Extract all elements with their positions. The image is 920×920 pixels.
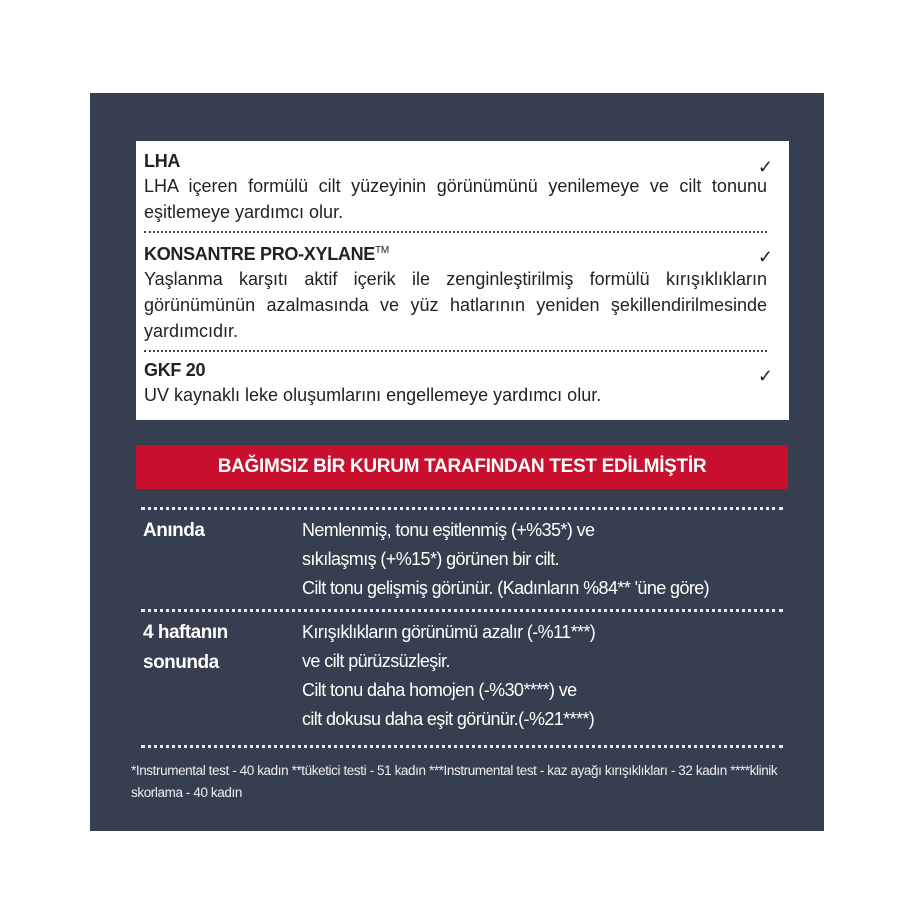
ingredient-description: Yaşlanma karşıtı aktif içerik ile zenginleştirilmiş formülü kırışıklıkların görünümünün azalmasında ve yüz hatlarının yeniden şekillendirilmesinde yardımcıdır. <box>144 269 767 341</box>
dotted-divider <box>144 350 767 352</box>
dotted-divider <box>144 231 767 233</box>
footnote: *Instrumental test - 40 kadın **tüketici testi - 51 kadın ***Instrumental test - kaz ayağı kırışıklıkları - 32 kadın ****klinik skorlama - 40 kadın <box>131 763 778 800</box>
ingredients-box <box>136 141 789 420</box>
ingredient-description: LHA içeren formülü cilt yüzeyinin görünümünü yenilemeye ve cilt tonunu eşitlemeye yardımcı olur. <box>144 176 767 222</box>
ingredient-pro-xylane <box>144 239 773 344</box>
ingredient-title: KONSANTRE PRO-XYLANE™ <box>144 244 389 264</box>
ingredient-gkf20 <box>144 358 773 408</box>
dotted-divider <box>141 507 783 510</box>
ingredient-description: UV kaynaklı leke oluşumlarını engellemeye yardımcı olur. <box>144 385 602 405</box>
dotted-divider <box>141 609 783 612</box>
ingredient-title: LHA <box>144 151 181 171</box>
result-label: 4 haftanın sonunda <box>143 622 228 673</box>
result-label: Anında <box>143 520 205 541</box>
tested-banner: BAĞIMSIZ BİR KURUM TARAFINDAN TEST EDİLMİŞTİR <box>136 445 788 489</box>
result-text: Kırışıklıkların görünümü azalır (-%11***) ve cilt pürüzsüzleşir. Cilt tonu daha homojen (-%30****) ve cilt dokusu daha eşit görünür.(-%21****) <box>302 622 596 729</box>
check-icon: ✓ <box>757 366 773 386</box>
ingredient-title: GKF 20 <box>144 360 206 380</box>
result-text: Nemlenmiş, tonu eşitlenmiş (+%35*) ve sıkılaşmış (+%15*) görünen bir cilt. Cilt tonu gelişmiş görünür. (Kadınların %84** 'üne göre) <box>302 520 710 598</box>
dotted-divider <box>141 745 783 748</box>
ingredient-lha <box>144 149 773 225</box>
check-icon: ✓ <box>757 157 773 177</box>
check-icon: ✓ <box>757 247 773 267</box>
